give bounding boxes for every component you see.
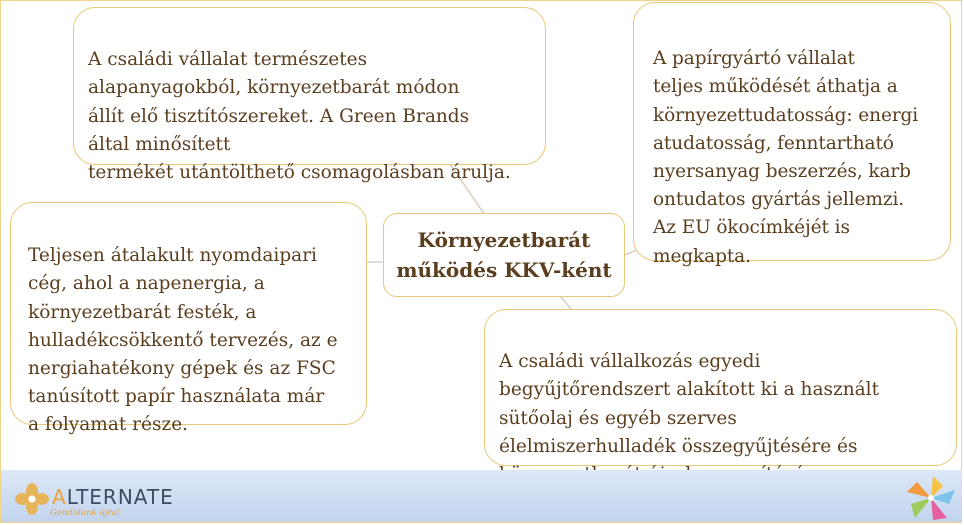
bubble-oil-collection xyxy=(484,309,957,466)
pinwheel-decoration-icon xyxy=(903,474,959,522)
bubble-paper-manufacturer-text: A papírgyártó vállalat teljes működését áthatja a környezettudatosság: energi atudatosság, fenntartható nyersanyag beszerzés, karb ontudatos gyártás jellemzi. Az EU ökocímkéjét is megkapta. xyxy=(653,48,919,267)
brand-name-prefix: A xyxy=(52,485,67,509)
bubble-cleaning-products xyxy=(73,7,546,184)
bubble-printing-company-text: Teljesen átalakult nyomdaipari cég, ahol a napenergia, a környezetbarát festék, a hulladékcsökkentő tervezés, az e nergiahatékony gépek és az FSC tanúsított papír használata már a folyamat része. xyxy=(28,245,338,436)
bubble-cleaning-products-text: A családi vállalat természetes alapanyagokból, környezetbarát módon állít elő tisztítószereket. A Green Brands által minősített termékét utántölthető csomagolásban árulja. xyxy=(88,49,511,184)
center-node-line2: működés KKV-ként xyxy=(396,258,612,282)
connector-bottom-right xyxy=(560,296,572,310)
alternate-logo-icon xyxy=(12,482,52,516)
center-node-line1: Környezetbarát xyxy=(417,228,591,252)
brand-name-rest: LTERNATE xyxy=(66,485,174,509)
brand-tagline: Gondolunk újra! xyxy=(50,508,121,518)
brand-name xyxy=(52,485,174,509)
bubble-printing-company xyxy=(10,202,367,436)
center-node xyxy=(383,213,625,297)
bubble-paper-manufacturer xyxy=(633,2,951,267)
bubble-oil-collection-text: A családi vállalkozás egyedi begyűjtőrendszert alakított ki a használt sütőolaj és egyéb szerves élelmiszerhulladék összegyűjtésére és xyxy=(499,351,880,457)
